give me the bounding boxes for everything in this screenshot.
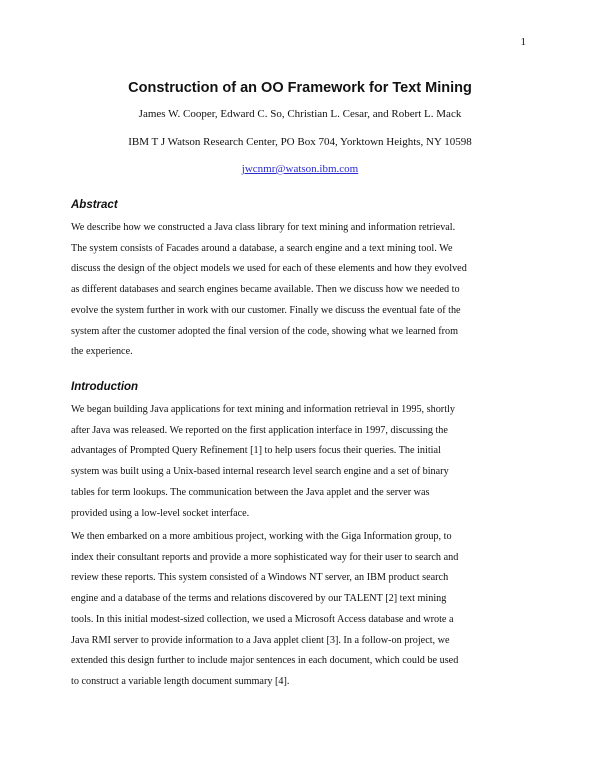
text-line: We describe how we constructed a Java class library for text mining and information retrieval. [71, 222, 456, 233]
abstract-heading: Abstract [71, 199, 118, 211]
text-line: after Java was released. We reported on the first application interface in 1997, discussing the [71, 424, 448, 436]
abstract-paragraph [71, 218, 531, 363]
text-line: Java RMI server to provide information to a Java applet client [3]. In a follow-on project, we [71, 634, 450, 646]
author-list: James W. Cooper, Edward C. So, Christian L. Cesar, and Robert L. Mack [138, 108, 462, 120]
email-line [0, 163, 600, 175]
text-line: We then embarked on a more ambitious project, working with the Giga Information group, to [71, 531, 452, 542]
text-line: review these reports. This system consisted of a Windows NT server, an IBM product search [71, 572, 449, 584]
text-line: discuss the design of the object models we used for each of these elements and how they evolved [71, 263, 467, 275]
introduction-paragraph-2 [71, 527, 531, 693]
text-line: advantages of Prompted Query Refinement [1] to help users focus their queries. The initial [71, 445, 441, 457]
email-link[interactable]: jwcnmr@watson.ibm.com [241, 163, 359, 175]
text-line: the experience. [71, 346, 133, 358]
text-line: The system consists of Facades around a database, a search engine and a text mining tool. We [71, 242, 453, 254]
text-line: engine and a database of the terms and relations discovered by our TALENT [2] text mining [71, 593, 447, 605]
text-line: system was built using a Unix-based internal research level search engine and a set of binary [71, 466, 449, 478]
text-line: We began building Java applications for text mining and information retrieval in 1995, shortly [71, 404, 455, 415]
text-line: provided using a low-level socket interface. [71, 507, 250, 519]
introduction-heading: Introduction [71, 381, 139, 393]
text-line: as different databases and search engines became available. Then we discuss how we needed to [71, 284, 460, 296]
text-line: index their consultant reports and provide a more sophisticated way for their user to search and [71, 551, 459, 563]
text-line: tables for term lookups. The communication between the Java applet and the server was [71, 486, 430, 498]
text-line: tools. In this initial modest-sized collection, we used a Microsoft Access database and wrote a [71, 613, 454, 625]
introduction-paragraph-1 [71, 400, 531, 524]
text-line: system after the customer adopted the final version of the code, showing what we learned from [71, 325, 459, 337]
text-line: extended this design further to include major sentences in each document, which could be used [71, 655, 459, 667]
page-number: 1 [520, 36, 526, 48]
paper-title: Construction of an OO Framework for Text Mining [128, 80, 472, 96]
text-line: evolve the system further in work with our customer. Finally we discuss the eventual fate of the [71, 304, 461, 316]
text-line: to construct a variable length document summary [4]. [71, 675, 290, 687]
affiliation: IBM T J Watson Research Center, PO Box 704, Yorktown Heights, NY 10598 [128, 136, 472, 148]
